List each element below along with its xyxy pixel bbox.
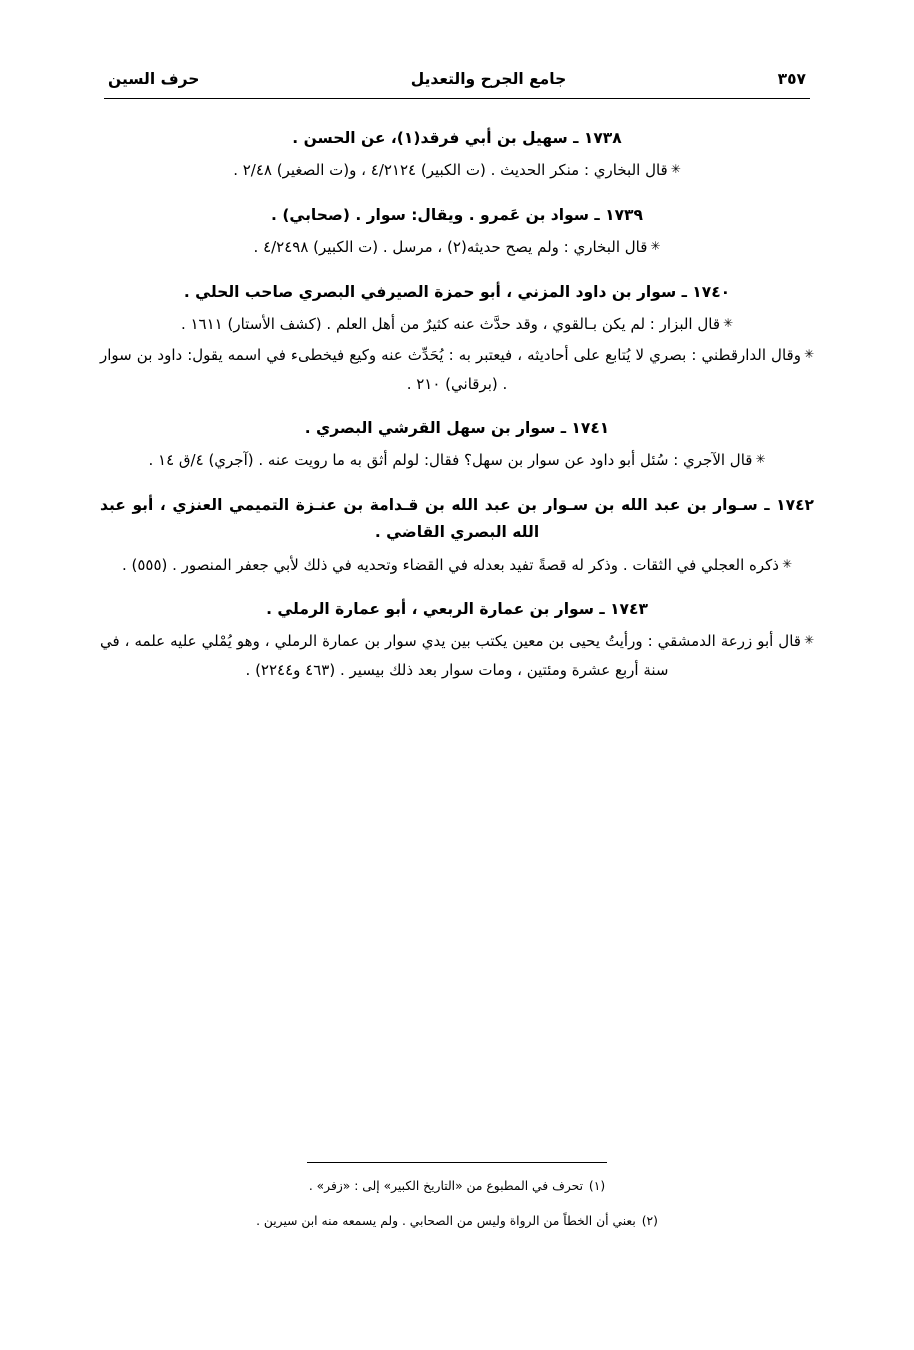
entry-paragraph	[100, 233, 814, 262]
footnote-number: (٢)	[641, 1213, 658, 1228]
footnote	[100, 1175, 814, 1198]
paragraph-text: قال البزار : لم يكن بـالقوي ، وقد حدَّث عنه كثيرٌ من أهل العلم . (كشف الأستار) ١٦١١ .	[180, 314, 720, 333]
list-item	[100, 415, 814, 475]
page-number: ٣٥٧	[777, 70, 806, 88]
entry-heading: ١٧٣٨ ـ سهيل بن أبي فرقد(١)، عن الحسن .	[292, 129, 622, 147]
entry-paragraph	[100, 156, 814, 185]
bullet-star-icon: ✳	[781, 556, 793, 571]
bullet-star-icon: ✳	[723, 315, 734, 330]
footnote-text: بعني أن الخطاً من الرواة وليس من الصحابي . ولم يسمعه منه ابن سيرين .	[256, 1213, 636, 1228]
list-item	[100, 492, 814, 579]
paragraph-text: وقال الدارقطني : بصري لا يُتابع على أحاديثه ، فيعتبر به : يُحَدِّث عنه وكيع فيخطىء في اسمه يقول: داود بن سوار . (برقاني) ٢١٠ .	[100, 345, 801, 393]
chapter-title: حرف السين	[108, 70, 200, 88]
entry-paragraph	[100, 446, 814, 475]
bullet-star-icon: ✳	[803, 346, 814, 361]
entry-heading: ١٧٣٩ ـ سواد بن عَمرو . ويقال: سوار . (صحابي) .	[271, 205, 643, 224]
footnote-text: تحرف في المطبوع من «التاريخ الكبير» إلى : «زفر» .	[308, 1178, 583, 1193]
paragraph-text: قال البخاري : منكر الحديث . (ت الكبير) ٤/٢١٢٤ ، و(ت الصغير) ٢/٤٨ .	[233, 161, 668, 180]
bullet-star-icon: ✳	[650, 239, 661, 254]
footnote-divider	[307, 1162, 607, 1163]
list-item	[100, 279, 814, 399]
entry-heading: ١٧٤٢ ـ سـوار بن عبد الله بن سـوار بن عبد الله بن قـدامة بن عنـزة التميمي العنزي ، أبو عبد الله البصري القاضي .	[100, 496, 814, 542]
list-item	[100, 125, 814, 185]
list-item	[100, 596, 814, 685]
bullet-star-icon: ✳	[803, 633, 814, 648]
paragraph-text: قال الآجري : سُئل أبو داود عن سوار بن سهل؟ فقال: لولم أثق به ما رويت عنه . (آجري) ٤/ق ١٤ .	[148, 451, 753, 470]
page-header	[100, 70, 814, 88]
entry-heading: ١٧٤٠ ـ سوار بن داود المزني ، أبو حمزة الصيرفي البصري صاحب الحلي .	[183, 282, 731, 301]
entry-list	[100, 125, 814, 685]
entry-paragraph	[100, 310, 814, 339]
footnote-number: (١)	[588, 1178, 606, 1193]
footnote	[100, 1210, 814, 1233]
entry-heading: ١٧٤٣ ـ سوار بن عمارة الربعي ، أبو عمارة الرملي .	[266, 600, 648, 619]
bullet-star-icon: ✳	[755, 452, 766, 467]
paragraph-text: قال البخاري : ولم يصح حديثه(٢) ، مرسل . (ت الكبير) ٤/٢٤٩٨ .	[253, 238, 648, 257]
entry-paragraph	[100, 627, 814, 685]
entry-heading: ١٧٤١ ـ سوار بن سهل القرشي البصري .	[304, 419, 610, 438]
paragraph-text: ذكره العجلي في الثقات . وذكر له قصةً تفيد بعدله في القضاء وتحديه في ذلك لأبي جعفر المنصور . (٥٥٥) .	[121, 555, 779, 574]
entry-paragraph	[100, 551, 814, 580]
footnote-section	[100, 1162, 814, 1245]
bullet-star-icon: ✳	[670, 162, 681, 177]
book-title: جامع الجرح والتعديل	[410, 70, 567, 88]
entry-paragraph	[100, 341, 814, 399]
header-divider	[104, 98, 810, 99]
list-item	[100, 202, 814, 262]
paragraph-text: قال أبو زرعة الدمشقي : ورأيتُ يحيى بن معين يكتب بين يدي سوار بن عمارة الرملي ، وهو يُمْلي عليه علمه ، في سنة أربع عشرة ومئتين ، ومات سوار بعد ذلك بيسير . (٤٦٣ و٢٢٤٤) .	[100, 632, 801, 680]
